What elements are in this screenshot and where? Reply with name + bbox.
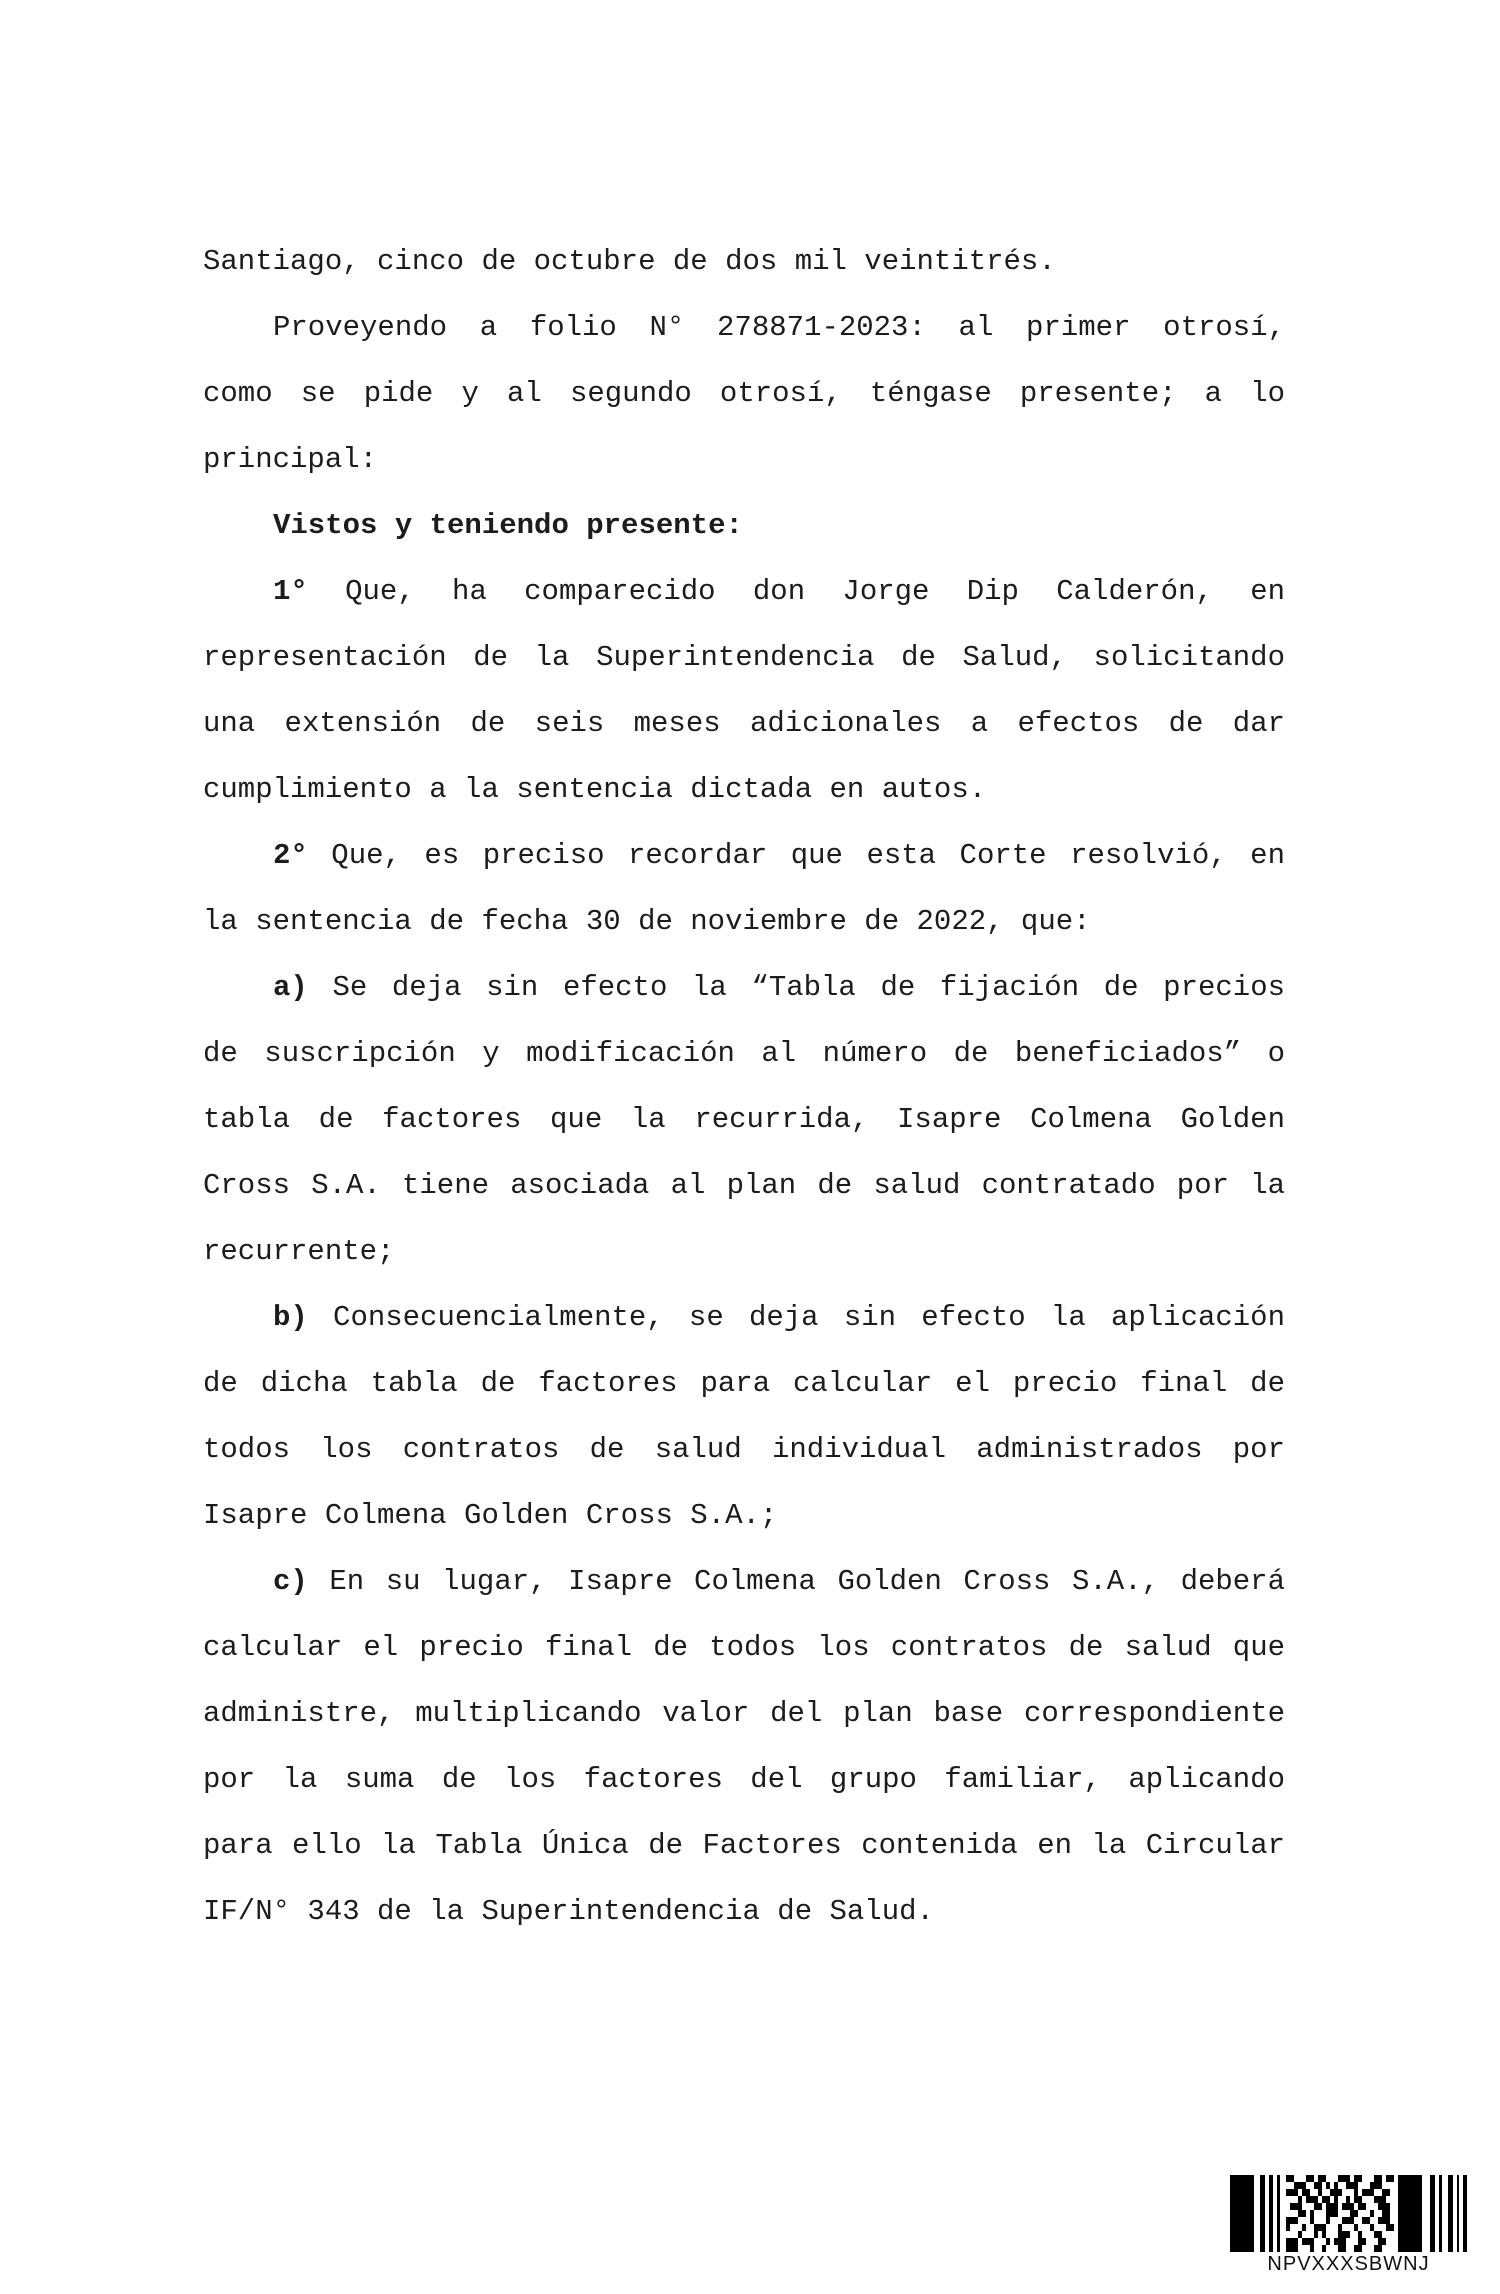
- text-line: b) Consecuencialmente, se deja sin efecto la aplicación: [273, 1301, 1285, 1334]
- text-line: para ello la Tabla Única de Factores contenida en la Circular: [203, 1829, 1285, 1862]
- text-line: representación de la Superintendencia de Salud, solicitando: [203, 641, 1285, 674]
- text-line: Isapre Colmena Golden Cross S.A.;: [203, 1499, 778, 1532]
- text-line: 1° Que, ha comparecido don Jorge Dip Calderón, en: [273, 575, 1285, 608]
- barcode: [1230, 2175, 1467, 2275]
- text-line: todos los contratos de salud individual administrados por: [203, 1433, 1285, 1466]
- text-line: Santiago, cinco de octubre de dos mil veintitrés.: [203, 245, 1056, 278]
- text-line: cumplimiento a la sentencia dictada en autos.: [203, 773, 987, 806]
- text-line: 2° Que, es preciso recordar que esta Corte resolvió, en: [273, 839, 1285, 872]
- barcode-label: NPVXXXSBWNJ: [1267, 2253, 1430, 2275]
- barcode-image: [1230, 2175, 1467, 2252]
- text-line: Cross S.A. tiene asociada al plan de salud contratado por la: [203, 1169, 1285, 1202]
- text-line: de suscripción y modificación al número de beneficiados” o: [203, 1037, 1285, 1070]
- text-line: c) En su lugar, Isapre Colmena Golden Cross S.A., deberá: [273, 1565, 1285, 1598]
- text-line: recurrente;: [203, 1235, 395, 1268]
- text-line: como se pide y al segundo otrosí, téngase presente; a lo: [203, 377, 1285, 410]
- text-line: una extensión de seis meses adicionales a efectos de dar: [203, 707, 1285, 740]
- text-line: tabla de factores que la recurrida, Isapre Colmena Golden: [203, 1103, 1285, 1136]
- text-line: Vistos y teniendo presente:: [273, 509, 743, 542]
- text-line: a) Se deja sin efecto la “Tabla de fijación de precios: [273, 971, 1285, 1004]
- text-line: principal:: [203, 443, 378, 476]
- text-line: Proveyendo a folio N° 278871-2023: al primer otrosí,: [273, 311, 1285, 344]
- text-line: IF/N° 343 de la Superintendencia de Salud.: [203, 1895, 934, 1928]
- text-line: de dicha tabla de factores para calcular el precio final de: [203, 1367, 1285, 1400]
- text-line: calcular el precio final de todos los contratos de salud que: [203, 1631, 1285, 1664]
- document-body: [203, 229, 1285, 1945]
- text-line: la sentencia de fecha 30 de noviembre de 2022, que:: [203, 905, 1091, 938]
- text-line: administre, multiplicando valor del plan base correspondiente: [203, 1697, 1285, 1730]
- text-line: por la suma de los factores del grupo familiar, aplicando: [203, 1763, 1285, 1796]
